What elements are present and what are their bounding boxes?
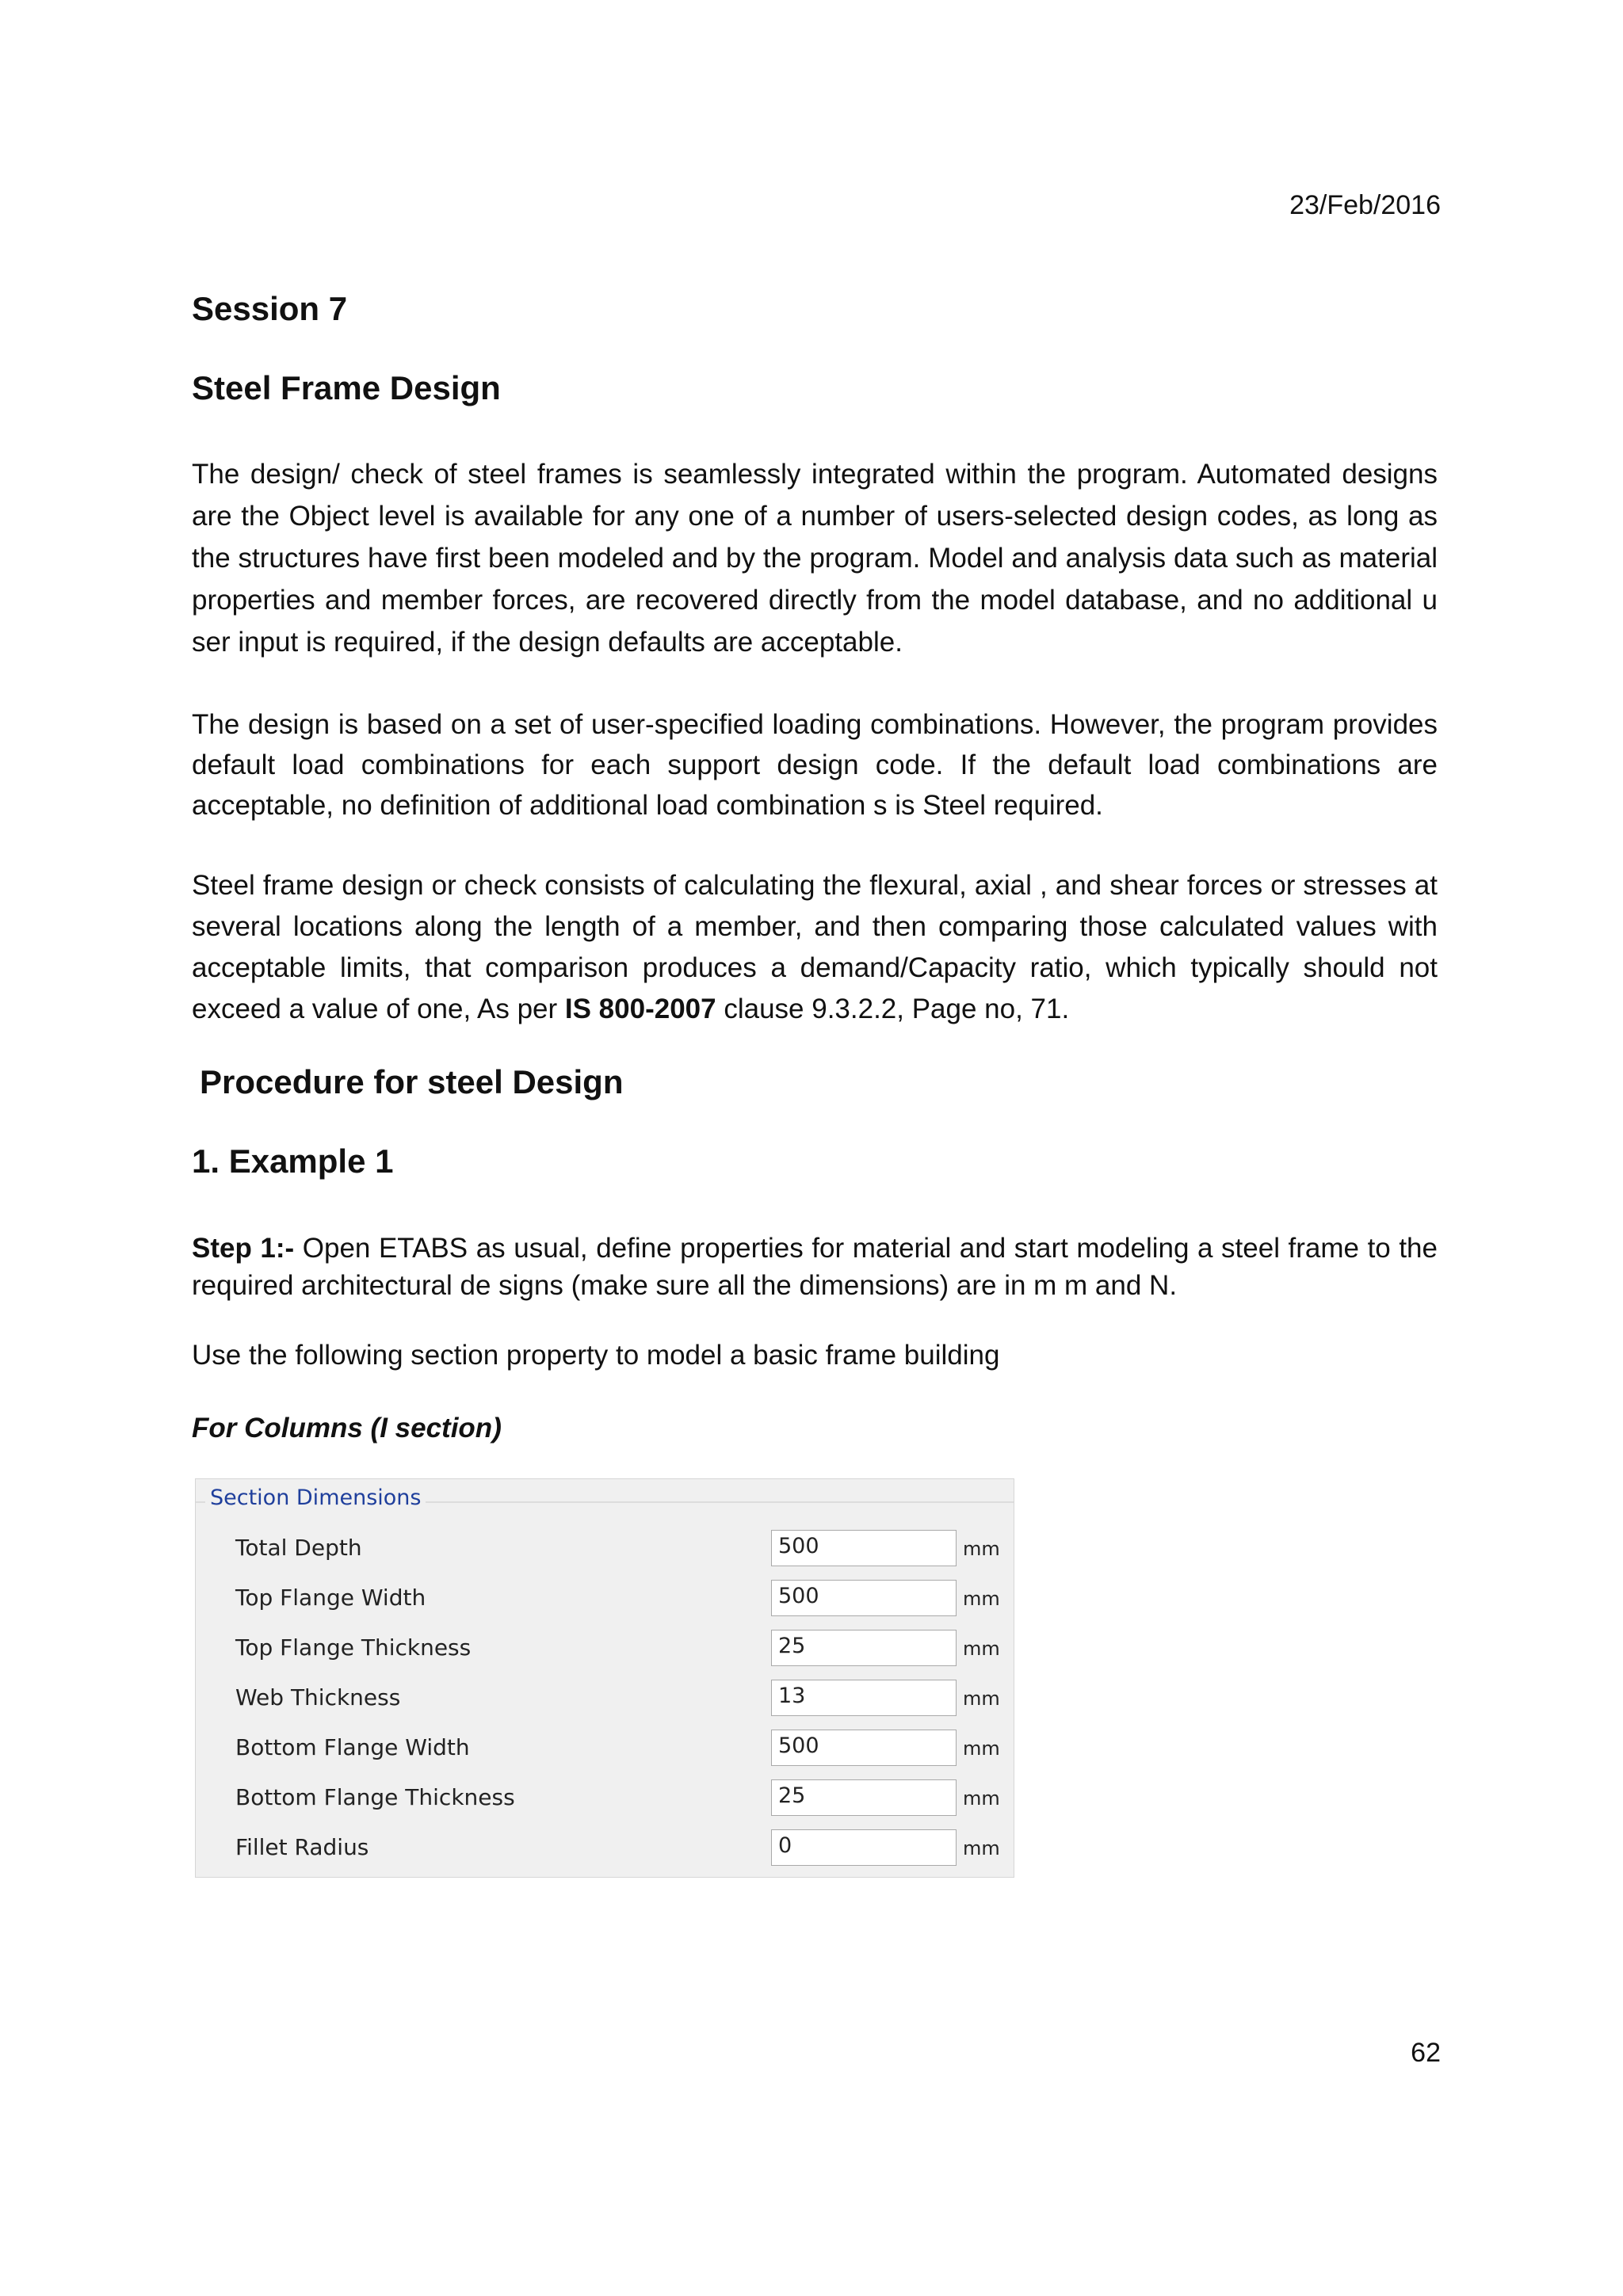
document-date: 23/Feb/2016 bbox=[1289, 190, 1441, 220]
bottom-flange-width-label: Bottom Flange Width bbox=[235, 1734, 470, 1760]
row-fillet-radius bbox=[196, 1829, 1014, 1871]
section-dimensions-group-title: Section Dimensions bbox=[205, 1486, 426, 1510]
top-flange-width-unit: mm bbox=[963, 1588, 1000, 1610]
use-following-text: Use the following section property to model a basic frame building bbox=[192, 1340, 1000, 1371]
top-flange-width-label: Top Flange Width bbox=[235, 1585, 426, 1611]
bottom-flange-width-input[interactable]: 500 bbox=[771, 1730, 957, 1766]
session-title: Session 7 bbox=[192, 290, 348, 327]
top-flange-width-input[interactable]: 500 bbox=[771, 1580, 957, 1616]
step-1-label: Step 1:- bbox=[192, 1233, 295, 1264]
bottom-flange-thickness-unit: mm bbox=[963, 1787, 1000, 1810]
row-top-flange-thickness bbox=[196, 1630, 1014, 1671]
paragraph-design-check-tail: clause 9.3.2.2, Page no, 71. bbox=[716, 994, 1070, 1024]
bottom-flange-thickness-input[interactable]: 25 bbox=[771, 1779, 957, 1816]
bottom-flange-width-unit: mm bbox=[963, 1737, 1000, 1760]
top-flange-thickness-unit: mm bbox=[963, 1638, 1000, 1660]
total-depth-unit: mm bbox=[963, 1538, 1000, 1560]
row-total-depth bbox=[196, 1530, 1014, 1571]
web-thickness-label: Web Thickness bbox=[235, 1684, 401, 1711]
section-dimensions-dialog bbox=[195, 1478, 1014, 1878]
web-thickness-input[interactable]: 13 bbox=[771, 1680, 957, 1716]
top-flange-thickness-label: Top Flange Thickness bbox=[235, 1634, 472, 1661]
paragraph-intro: The design/ check of steel frames is seamlessly integrated within the program. Automated designs are the Object level is available for any one of a number of users-selected design codes, as long as the structures have first been modeled and by the program. Model and analysis data such as material properties and member forces, are recovered directly from the model database, and no additional u ser input is required, if the design defaults are acceptable. bbox=[192, 459, 1438, 658]
page-number: 62 bbox=[1411, 2038, 1441, 2068]
procedure-title: Procedure for steel Design bbox=[200, 1063, 624, 1100]
web-thickness-unit: mm bbox=[963, 1688, 1000, 1710]
paragraph-design-check-text: Steel frame design or check consists of calculating the flexural, axial , and shear forces or stresses at several locations along the length of a member, and then comparing those calculated values with acceptable limits, that comparison produces a demand/Capacity ratio, which typically should not exceed a value of one, As per bbox=[192, 870, 1438, 1024]
fillet-radius-unit: mm bbox=[963, 1837, 1000, 1859]
step-1-text: Open ETABS as usual, define properties for material and start modeling a steel frame to the required architectural de signs (make sure all the dimensions) are in m m and N. bbox=[192, 1233, 1438, 1301]
code-reference: IS 800-2007 bbox=[564, 994, 716, 1024]
row-bottom-flange-width bbox=[196, 1730, 1014, 1771]
total-depth-input[interactable]: 500 bbox=[771, 1530, 957, 1566]
row-top-flange-width bbox=[196, 1580, 1014, 1621]
row-web-thickness bbox=[196, 1680, 1014, 1721]
top-flange-thickness-input[interactable]: 25 bbox=[771, 1630, 957, 1666]
fillet-radius-input[interactable]: 0 bbox=[771, 1829, 957, 1866]
paragraph-design-check bbox=[192, 865, 1438, 1030]
total-depth-label: Total Depth bbox=[235, 1535, 362, 1561]
paragraph-load-combinations: The design is based on a set of user-specified loading combinations. However, the program provides default load combinations for each support design code. If the default load combinations are acceptable, no definition of additional load combination s is Steel required. bbox=[192, 709, 1438, 821]
step-1-paragraph bbox=[192, 1230, 1438, 1304]
fillet-radius-label: Fillet Radius bbox=[235, 1834, 369, 1860]
section-title: Steel Frame Design bbox=[192, 369, 501, 406]
bottom-flange-thickness-label: Bottom Flange Thickness bbox=[235, 1784, 515, 1810]
example-title: 1. Example 1 bbox=[192, 1142, 394, 1180]
columns-caption: For Columns (I section) bbox=[192, 1413, 502, 1444]
row-bottom-flange-thickness bbox=[196, 1779, 1014, 1821]
